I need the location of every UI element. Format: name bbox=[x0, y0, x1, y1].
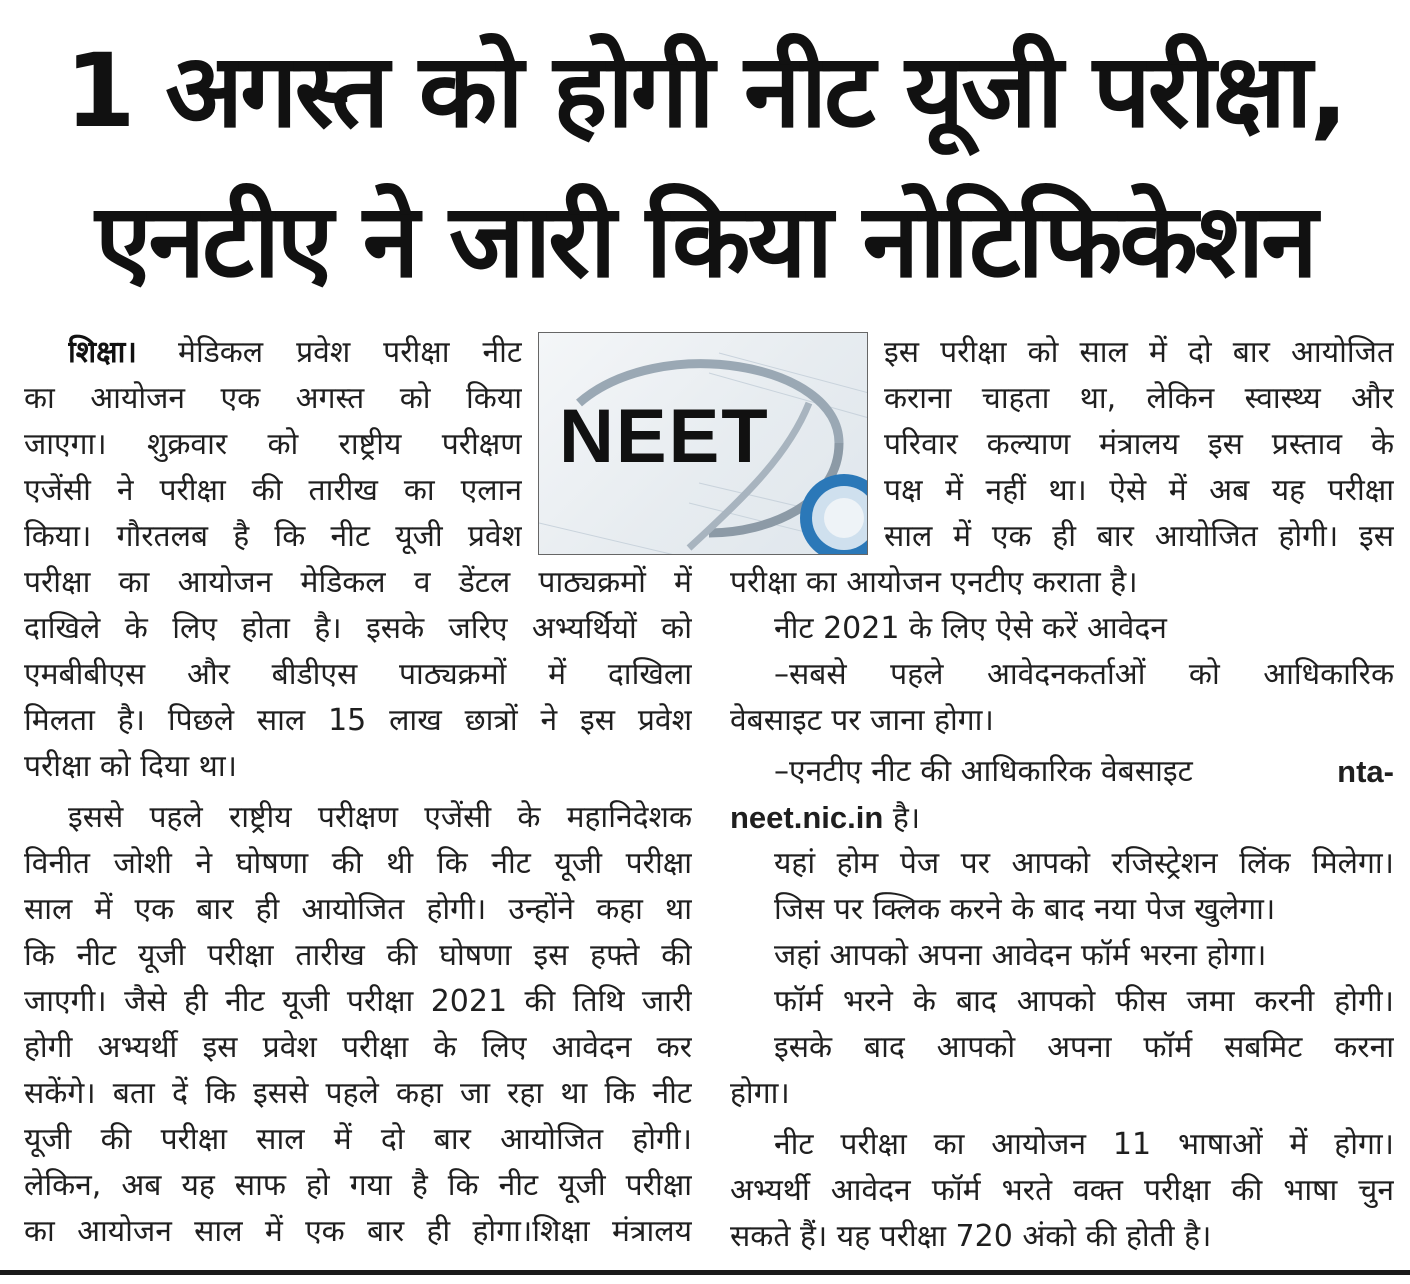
text-line: परीक्षा को दिया था। bbox=[24, 749, 237, 784]
text-line: जहां आपको अपना आवेदन फॉर्म भरना होगा। bbox=[774, 938, 1267, 973]
text-line: दाखिले के लिए होता है। इसके जरिए अभ्यर्थियों को bbox=[24, 611, 692, 646]
text-line: एमबीबीएस और बीडीएस पाठ्यक्रमों में दाखिला bbox=[24, 657, 692, 692]
text-line: यूजी की परीक्षा साल में दो बार आयोजित होगी। bbox=[24, 1122, 692, 1157]
step2-line bbox=[774, 750, 1394, 794]
text-line: का आयोजन साल में एक बार ही होगा।शिक्षा मंत्रालय bbox=[24, 1214, 692, 1249]
text-line: इस परीक्षा को साल में दो बार आयोजित bbox=[884, 335, 1394, 370]
url-line bbox=[730, 796, 1394, 840]
text-line: साल में एक ही बार आयोजित होगी। इस bbox=[884, 519, 1394, 554]
photo-caption-text: NEET bbox=[559, 394, 770, 479]
text-line: नीट परीक्षा का आयोजन 11 भाषाओं में होगा। bbox=[774, 1127, 1394, 1162]
text-line: इसके बाद आपको अपना फॉर्म सबमिट करना bbox=[774, 1030, 1394, 1065]
text-line: कराना चाहता था, लेकिन स्वास्थ्य और bbox=[884, 381, 1394, 416]
text-line: इससे पहले राष्ट्रीय परीक्षण एजेंसी के महानिदेशक bbox=[68, 800, 692, 835]
text-line: यहां होम पेज पर आपको रजिस्ट्रेशन लिंक मिलेगा। bbox=[774, 846, 1394, 881]
bottom-rule bbox=[0, 1270, 1410, 1275]
website-url-part1: nta- bbox=[1337, 754, 1394, 789]
text-line: विनीत जोशी ने घोषणा की थी कि नीट यूजी परीक्षा bbox=[24, 846, 692, 881]
text-line: पक्ष में नहीं था। ऐसे में अब यह परीक्षा bbox=[884, 473, 1394, 508]
text-line: साल में एक बार ही आयोजित होगी। उन्होंने कहा था bbox=[24, 892, 692, 927]
text-line: एजेंसी ने परीक्षा की तारीख का एलान bbox=[24, 473, 522, 508]
text-line: का आयोजन एक अगस्त को किया bbox=[24, 381, 522, 416]
text-line: जाएगा। शुक्रवार को राष्ट्रीय परीक्षण bbox=[24, 427, 522, 462]
text-line: होगी अभ्यर्थी इस प्रवेश परीक्षा के लिए आवेदन कर bbox=[24, 1030, 692, 1065]
text-line: परिवार कल्याण मंत्रालय इस प्रस्ताव के bbox=[884, 427, 1394, 462]
text-line: होगा। bbox=[730, 1076, 790, 1111]
text-line: परीक्षा का आयोजन एनटीए कराता है। bbox=[730, 565, 1138, 600]
text-line: अभ्यर्थी आवेदन फॉर्म भरते वक्त परीक्षा की भाषा चुन bbox=[730, 1173, 1394, 1208]
text-line: लेकिन, अब यह साफ हो गया है कि नीट यूजी परीक्षा bbox=[24, 1168, 692, 1203]
url-suffix: है। bbox=[883, 801, 921, 836]
text-line: सकते हैं। यह परीक्षा 720 अंको की होती है। bbox=[730, 1219, 1212, 1254]
text-line: परीक्षा का आयोजन मेडिकल व डेंटल पाठ्यक्रमों में bbox=[24, 565, 692, 600]
website-url-part2: neet.nic.in bbox=[730, 800, 884, 835]
text-line: वेबसाइट पर जाना होगा। bbox=[730, 703, 994, 738]
headline-line-2: एनटीए ने जारी किया नोटिफिकेशन bbox=[95, 182, 1315, 301]
text-line: जिस पर क्लिक करने के बाद नया पेज खुलेगा। bbox=[774, 892, 1276, 927]
headline-line-1: 1 अगस्त को होगी नीट यूजी परीक्षा, bbox=[64, 32, 1346, 151]
text-line: जाएगी। जैसे ही नीट यूजी परीक्षा 2021 की तिथि जारी bbox=[24, 984, 692, 1019]
text-line: किया। गौरतलब है कि नीट यूजी प्रवेश bbox=[24, 519, 522, 554]
steps-heading: नीट 2021 के लिए ऐसे करें आवेदन bbox=[774, 611, 1167, 646]
text-line: फॉर्म भरने के बाद आपको फीस जमा करनी होगी। bbox=[774, 984, 1394, 1019]
text-line: सकेंगे। बता दें कि इससे पहले कहा जा रहा था कि नीट bbox=[24, 1076, 692, 1111]
text-line: कि नीट यूजी परीक्षा तारीख की घोषणा इस हफ्ते की bbox=[24, 938, 692, 973]
text-line: –सबसे पहले आवेदनकर्ताओं को आधिकारिक bbox=[774, 657, 1394, 692]
dateline: शिक्षा। bbox=[68, 335, 137, 370]
text-line: मिलता है। पिछले साल 15 लाख छात्रों ने इस प्रवेश bbox=[24, 703, 692, 738]
text-line: मेडिकल प्रवेश परीक्षा नीट bbox=[178, 335, 522, 370]
neet-photo bbox=[538, 332, 868, 555]
step2-text: –एनटीए नीट की आधिकारिक वेबसाइट bbox=[774, 754, 1193, 789]
